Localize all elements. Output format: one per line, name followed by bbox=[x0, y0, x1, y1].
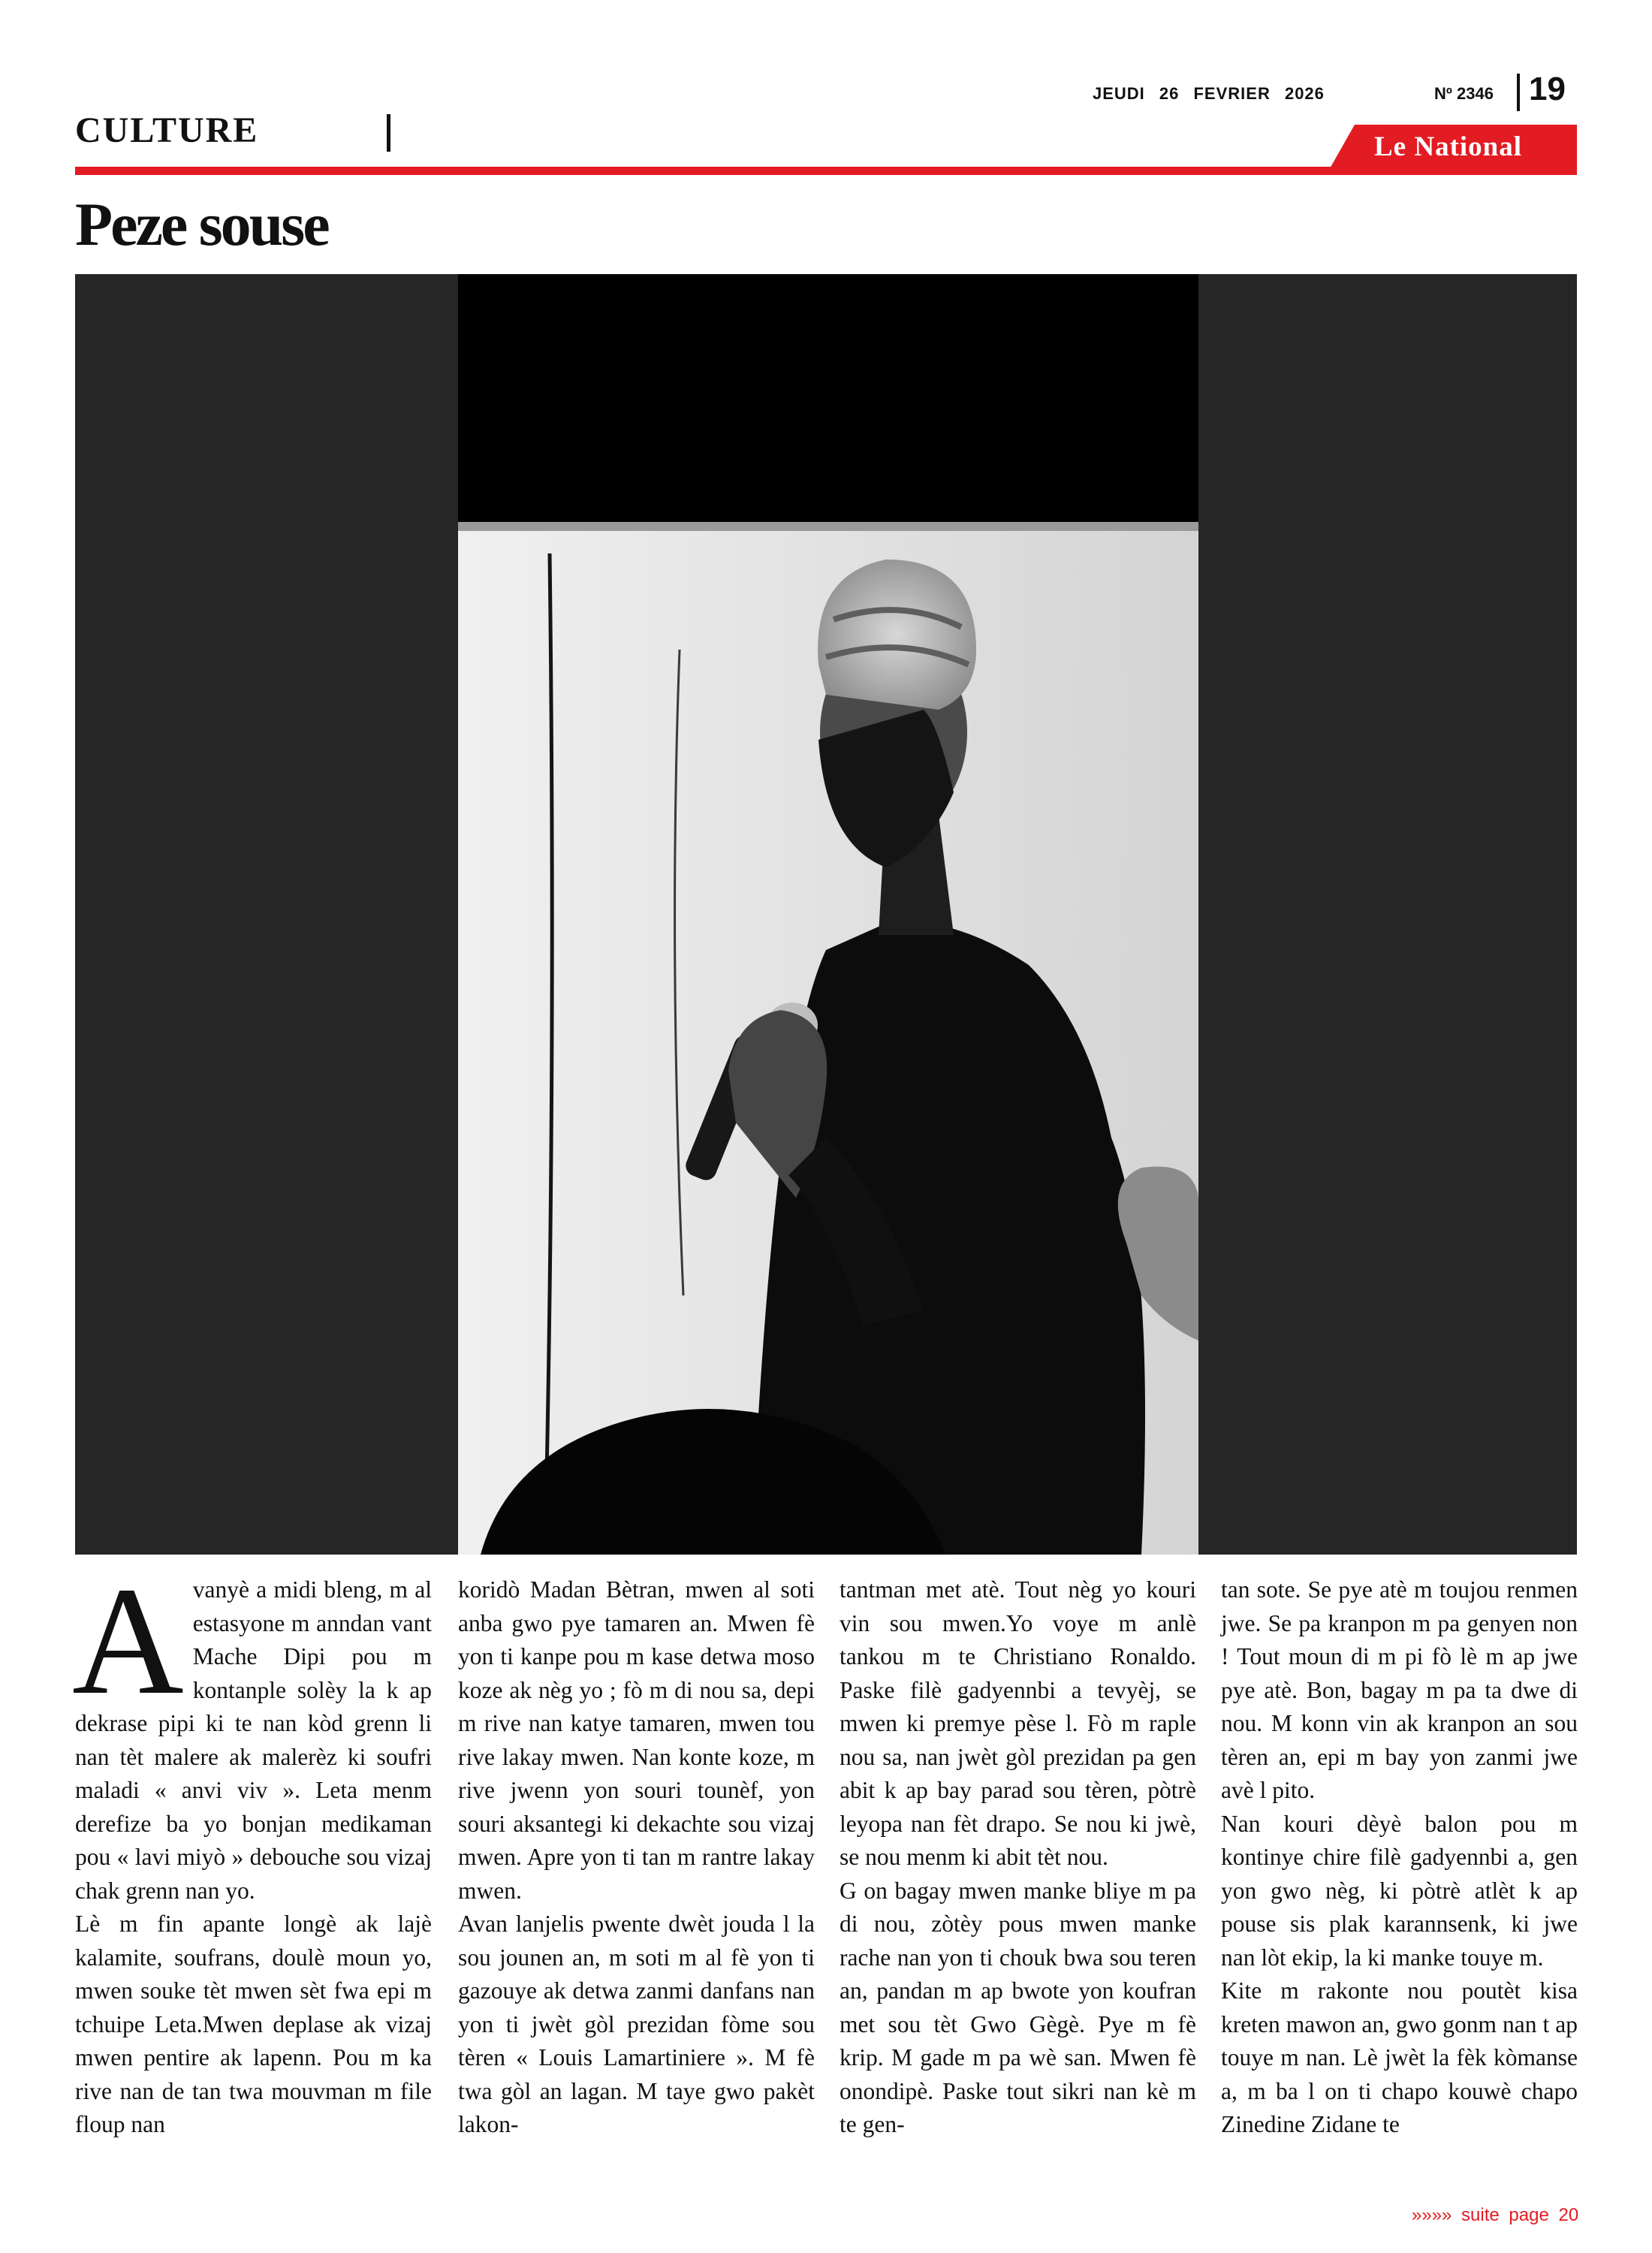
paragraph: koridò Madan Bètran, mwen al soti anba gwo pye tamaren an. Mwen fè yon ti kanpe pou m kase detwa moso koze ak nèg yo ; fò m di nou sa, depi m rive nan katye tamaren, mwen tou rive lakay mwen. Nan konte koze, m rive jwenn yon souri tounèf, yon souri aksantegi ki dekachte sou vizaj mwen. Apre yon ti tan m rantre lakay mwen. bbox=[458, 1576, 815, 1904]
performer-photo-illustration bbox=[75, 274, 1577, 1555]
paragraph: Kite m rakonte nou poutèt kisa kreten mawon an, gwo gonm nan t ap touye m nan. Lè jwèt la fèk kòmanse a, m ba l on ti chapo kouwè chapo Zinedine Zidane te bbox=[1221, 1977, 1578, 2137]
section-label: CULTURE bbox=[75, 110, 259, 150]
header-rule bbox=[75, 167, 1577, 175]
paragraph: tantman met atè. Tout nèg yo kouri vin sou mwen.Yo voye m anlè tankou m te Christiano Ronaldo. Paske filè gadyennbi a tevyèj, se mwen ki premye pèse l. Fò m raple nou sa, nan jwèt gòl prezidan pa gen abit k ap bay parad sou tèren, pòtrè leyopa nan fèt drapo. Se nou ki jwè, se nou menm ki abit tèt nou. bbox=[840, 1576, 1196, 1870]
section-divider bbox=[387, 114, 390, 152]
issue-date: JEUDI 26 FEVRIER 2026 bbox=[1093, 84, 1325, 103]
article-column-4 bbox=[1221, 1573, 1578, 2142]
paragraph: vanyè a midi bleng, m al estasyone m anndan vant Mache Dipi pou m kontanple solèy la k ap dekrase pipi ki te nan kòd grenn li nan tèt malere ak malerèz ki soufri maladi « anvi viv ». Leta menm derefize ba yo bonjan medikaman pou « lavi miyò » debouche sou vizaj chak grenn nan yo. bbox=[75, 1576, 432, 1904]
continuation-link[interactable]: »»»» suite page 20 bbox=[1412, 2205, 1579, 2225]
paragraph: G on bagay mwen manke bliye m pa di nou, zòtèy pous mwen manke rache nan yon ti chouk bwa sou teren an, pandan m ap bwote yon koufran met sou tèt Gwo Gègè. Pye m fè krip. M gade m pa wè san. Mwen fè onondipè. Paske tout sikri nan kè m te gen- bbox=[840, 1877, 1196, 2137]
article-column-1 bbox=[72, 1555, 432, 2142]
paragraph: Avan lanjelis pwente dwèt jouda l la sou jounen an, m soti m al fè yon ti gazouye ak detwa zanmi danfans nan yon ti jwèt gòl prezidan fòme sou tèren « Louis Lamartiniere ». M fè twa gòl an lagan. M taye gwo pakèt lakon- bbox=[458, 1911, 815, 2137]
article-headline: Peze souse bbox=[75, 190, 328, 258]
paragraph: Lè m fin apante longè ak lajè kalamite, soufrans, doulè moun yo, mwen souke tèt mwen sèt fwa epi m tchuipe Leta.Mwen deplase ak vizaj mwen pentire ak lapenn. Pou m ka rive nan de tan twa mouvman m file floup nan bbox=[75, 1911, 432, 2137]
issue-number: Nº 2346 bbox=[1434, 84, 1494, 103]
article-column-3 bbox=[840, 1573, 1196, 2142]
article-photo bbox=[75, 274, 1577, 1555]
header-divider bbox=[1517, 74, 1520, 111]
drop-cap: A bbox=[72, 1555, 184, 1727]
paragraph: Nan kouri dèyè balon pou m kontinye chire filè gadyennbi a, gen yon gwo nèg, ki pòtrè atlèt k ap pouse sis plak karannsenk, ki jwe nan lòt ekip, la ki manke touye m. bbox=[1221, 1810, 1578, 1971]
page-number: 19 bbox=[1529, 71, 1566, 107]
newspaper-brand: Le National bbox=[1374, 131, 1523, 162]
paragraph: tan sote. Se pye atè m toujou renmen jwe. Se pa kranpon m pa genyen non ! Tout moun di m pi fò lè m ap jwe pye atè. Bon, bagay m pa ta dwe di nou. M konn vin ak kranpon an sou tèren an, epi m bay yon zanmi jwe avè l pito. bbox=[1221, 1576, 1578, 1803]
article-column-2 bbox=[458, 1573, 815, 2142]
